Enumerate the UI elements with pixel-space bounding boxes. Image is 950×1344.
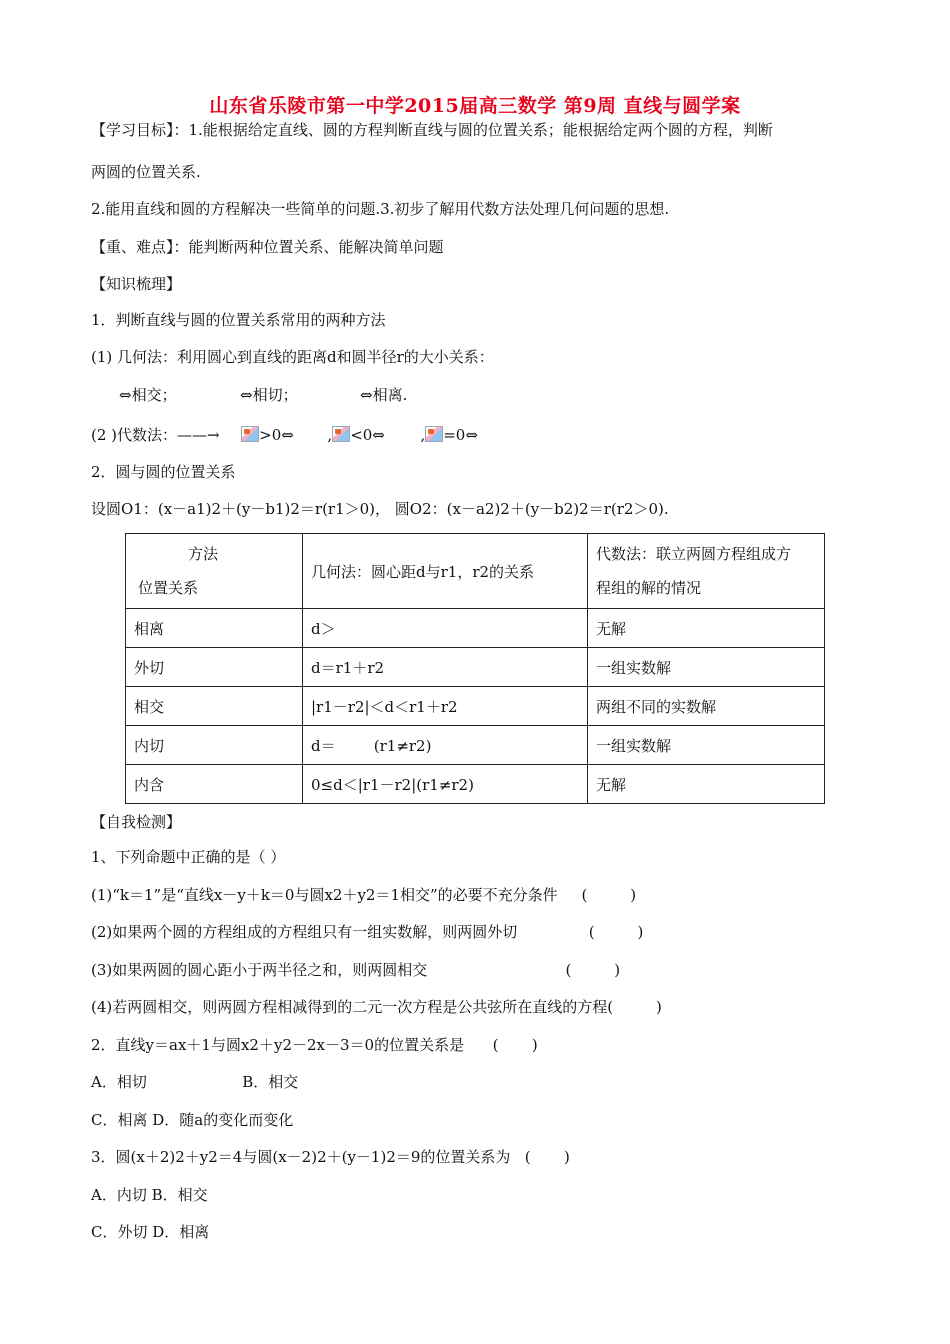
q1-item-1: (1)“k＝1”是“直线x－y＋k＝0与圆x2＋y2＝1相交”的必要不充分条件 ( )	[91, 886, 637, 904]
discriminant-positive: >0⇔	[259, 426, 294, 444]
q2-stem: 2．直线y＝ax＋1与圆x2＋y2－2x－3＝0的位置关系是 ( )	[91, 1036, 538, 1054]
header-algebraic	[588, 534, 825, 609]
k1-geometric-method: (1) 几何法：利用圆心到直线的距离d和圆半径r的大小关系：	[91, 348, 494, 366]
relation-intersect: ⇔相交；	[119, 386, 177, 404]
row-relation: 相离	[126, 609, 303, 648]
table-row	[126, 726, 825, 765]
k1-algebraic-method	[91, 425, 478, 445]
circle-relation-table	[125, 533, 825, 804]
discriminant-image-icon	[425, 426, 443, 442]
header-algebraic-line-1: 代数法：联立两圆方程组成方	[596, 545, 792, 563]
q3-options-cd: C．外切 D．相离	[91, 1223, 210, 1241]
row-algebraic: 两组不同的实数解	[588, 687, 825, 726]
relation-tangent: ⇔相切；	[240, 386, 298, 404]
row-geometric: 0≤d＜|r1－r2|(r1≠r2)	[303, 765, 588, 804]
algebraic-prefix: (2 )代数法：——→	[91, 426, 220, 444]
knowledge-header: 【知识梳理】	[91, 275, 182, 293]
header-diagonal-cell	[126, 534, 303, 609]
q2-options-cd: C．相离 D．随a的变化而变化	[91, 1111, 294, 1129]
q1-item-3: (3)如果两圆的圆心距小于两半径之和，则两圆相交 ( )	[91, 961, 621, 979]
table-row	[126, 648, 825, 687]
discriminant-negative: <0⇔	[350, 426, 385, 444]
row-algebraic: 无解	[588, 765, 825, 804]
relation-separate: ⇔相离.	[360, 386, 408, 404]
row-algebraic: 一组实数解	[588, 648, 825, 687]
row-geometric: d＝ (r1≠r2)	[303, 726, 588, 765]
row-relation: 外切	[126, 648, 303, 687]
row-geometric: d＞	[303, 609, 588, 648]
discriminant-image-icon	[332, 426, 350, 442]
header-method: 方法	[188, 545, 219, 563]
discriminant-image-icon	[241, 426, 259, 442]
self-check-header: 【自我检测】	[91, 813, 182, 831]
goals-line-3: 2.能用直线和圆的方程解决一些简单的问题.3.初步了解用代数方法处理几何问题的思想.	[91, 200, 670, 218]
q3-stem: 3．圆(x＋2)2＋y2＝4与圆(x－2)2＋(y－1)2＝9的位置关系为 ( )	[91, 1148, 570, 1166]
row-relation: 内切	[126, 726, 303, 765]
q1-item-4: (4)若两圆相交，则两圆方程相减得到的二元一次方程是公共弦所在直线的方程( )	[91, 998, 662, 1016]
goals-line-1: 【学习目标】：1.能根据给定直线、圆的方程判断直线与圆的位置关系；能根据给定两个圆的方程，判断	[91, 121, 773, 139]
row-geometric: |r1－r2|＜d＜r1＋r2	[303, 687, 588, 726]
header-algebraic-line-2: 程组的解的情况	[596, 579, 702, 597]
comma: ,	[420, 426, 426, 444]
table-row	[126, 687, 825, 726]
row-relation: 内含	[126, 765, 303, 804]
row-relation: 相交	[126, 687, 303, 726]
q2-options-ab: A．相切 B．相交	[91, 1073, 299, 1091]
page-title: 山东省乐陵市第一中学2015届高三数学 第9周 直线与圆学案	[209, 95, 741, 117]
discriminant-zero: =0⇔	[443, 426, 478, 444]
comma: ,	[327, 426, 333, 444]
table-row	[126, 765, 825, 804]
row-geometric: d＝r1＋r2	[303, 648, 588, 687]
table-row	[126, 609, 825, 648]
q1-item-2: (2)如果两个圆的方程组成的方程组只有一组实数解，则两圆外切 ( )	[91, 923, 644, 941]
k2-setup: 设圆O1：(x－a1)2＋(y－b1)2＝r(r1＞0)， 圆O2：(x－a2)2＋(y－b2)2＝r(r2＞0).	[91, 500, 669, 518]
q3-options-ab: A．内切 B．相交	[91, 1186, 208, 1204]
header-geometric: 几何法：圆心距d与r1，r2的关系	[303, 534, 588, 609]
row-algebraic: 无解	[588, 609, 825, 648]
header-relation: 位置关系	[138, 579, 199, 597]
key-points: 【重、难点】：能判断两种位置关系、能解决简单问题	[91, 238, 444, 256]
k1-title: 1．判断直线与圆的位置关系常用的两种方法	[91, 311, 386, 329]
row-algebraic: 一组实数解	[588, 726, 825, 765]
goals-line-2: 两圆的位置关系.	[91, 163, 201, 181]
q1-stem: 1、下列命题中正确的是（ ）	[91, 848, 286, 866]
k2-title: 2．圆与圆的位置关系	[91, 463, 236, 481]
table-header-row	[126, 534, 825, 609]
